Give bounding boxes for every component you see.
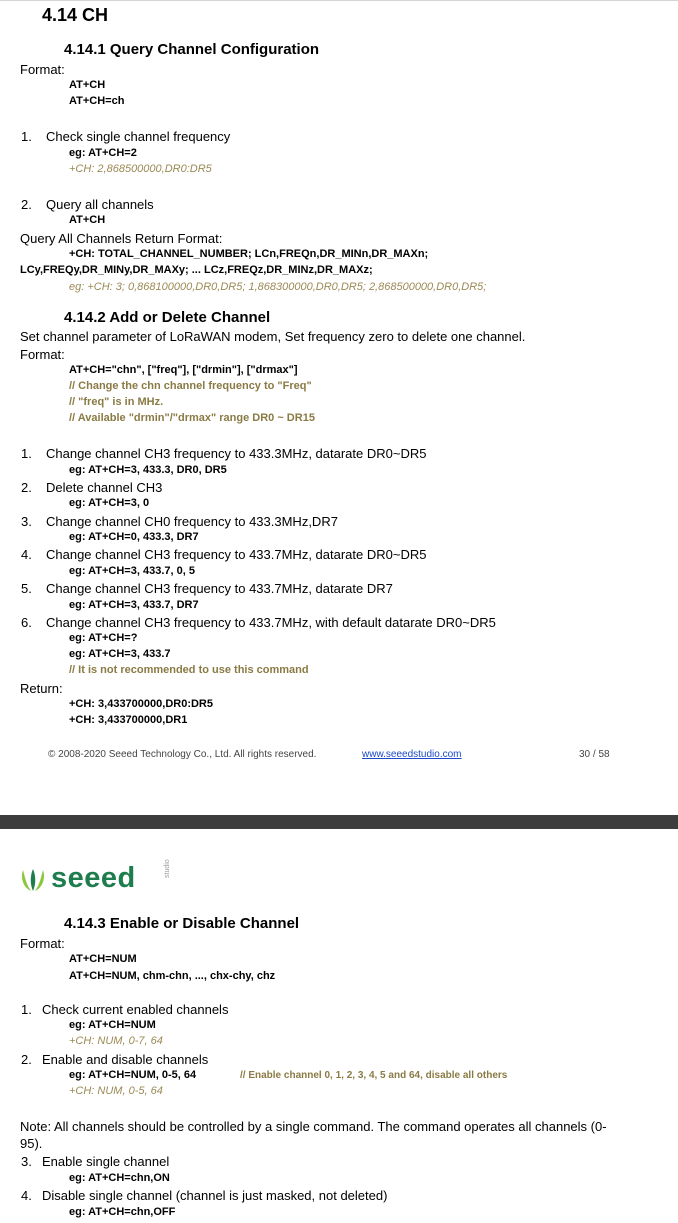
example-cmd: eg: AT+CH=NUM, 0-5, 64 [69, 1069, 197, 1081]
return-format-label: Query All Channels Return Format: [20, 231, 223, 246]
subsection-title-add-delete: 4.14.2 Add or Delete Channel [64, 309, 271, 326]
seeed-leaf-icon [18, 865, 48, 895]
list-number: 4. [21, 1188, 32, 1203]
list-number: 2. [21, 197, 32, 212]
example-response: +CH: NUM, 0-7, 64 [69, 1035, 163, 1047]
list-number: 1. [21, 1002, 32, 1017]
list-item-text: Change channel CH3 frequency to 433.3MHz, datarate DR0~DR5 [46, 446, 427, 461]
list-item-text: Change channel CH3 frequency to 433.7MHz, datarate DR7 [46, 581, 393, 596]
logo-small-text: studio [164, 859, 171, 878]
list-number: 2. [21, 480, 32, 495]
code-comment: // Change the chn channel frequency to "Freq" [69, 380, 312, 392]
example-response: +CH: NUM, 0-5, 64 [69, 1085, 163, 1097]
format-cmd: AT+CH=NUM, chm-chn, ..., chx-chy, chz [69, 970, 276, 982]
example-response: +CH: 2,868500000,DR0:DR5 [69, 163, 212, 175]
list-item-text: Enable single channel [42, 1154, 170, 1169]
footer-link[interactable]: www.seeedstudio.com [362, 749, 462, 760]
section-title: 4.14 CH [42, 5, 109, 25]
list-number: 1. [21, 129, 32, 144]
list-number: 1. [21, 446, 32, 461]
example-cmd: AT+CH [69, 214, 106, 226]
list-item-text: Change channel CH0 frequency to 433.3MHz,DR7 [46, 514, 338, 529]
list-number: 4. [21, 547, 32, 562]
example-cmd: eg: AT+CH=3, 433.7, DR7 [69, 599, 199, 611]
example-cmd: eg: AT+CH=NUM [69, 1019, 156, 1031]
code-comment: // Available "drmin"/"drmax" range DR0 ~ DR15 [69, 412, 315, 424]
list-item-text: Disable single channel (channel is just masked, not deleted) [42, 1188, 388, 1203]
example-cmd: eg: AT+CH=chn,OFF [69, 1206, 176, 1218]
code-comment: // It is not recommended to use this command [69, 664, 309, 676]
list-item-text: Check single channel frequency [46, 129, 231, 144]
list-number: 6. [21, 615, 32, 630]
code-comment: // Enable channel 0, 1, 2, 3, 4, 5 and 64, disable all others [240, 1070, 508, 1081]
format-label: Format: [20, 936, 65, 951]
format-cmd: AT+CH="chn", ["freq"], ["drmin"], ["drmax"] [69, 364, 298, 376]
return-example: eg: +CH: 3; 0,868100000,DR0,DR5; 1,868300000,DR0,DR5; 2,868500000,DR0,DR5; [69, 281, 487, 293]
example-cmd: eg: AT+CH=2 [69, 147, 137, 159]
list-item-text: Query all channels [46, 197, 154, 212]
list-item-text: Delete channel CH3 [46, 480, 163, 495]
subsection-title-query: 4.14.1 Query Channel Configuration [64, 41, 320, 58]
footer-page-number: 30 / 58 [579, 749, 610, 760]
list-item-text: Enable and disable channels [42, 1052, 209, 1067]
example-cmd: eg: AT+CH=3, 433.3, DR0, DR5 [69, 464, 227, 476]
return-format-line: LCy,FREQy,DR_MINy,DR_MAXy; ... LCz,FREQz,DR_MINz,DR_MAXz; [20, 264, 373, 276]
list-item-text: Change channel CH3 frequency to 433.7MHz, datarate DR0~DR5 [46, 547, 427, 562]
example-cmd: eg: AT+CH=chn,ON [69, 1172, 170, 1184]
format-label: Format: [20, 347, 65, 362]
format-cmd: AT+CH=NUM [69, 953, 137, 965]
note-text: Note: All channels should be controlled by a single command. The command operates all channels (0- [20, 1119, 607, 1134]
format-label: Format: [20, 62, 65, 77]
footer-copyright: © 2008-2020 Seeed Technology Co., Ltd. All rights reserved. [48, 749, 317, 760]
list-number: 2. [21, 1052, 32, 1067]
example-cmd: eg: AT+CH=3, 0 [69, 497, 150, 509]
code-comment: // "freq" is in MHz. [69, 396, 164, 408]
return-label: Return: [20, 681, 63, 696]
list-number: 3. [21, 514, 32, 529]
example-cmd: eg: AT+CH=? [69, 632, 138, 644]
return-line: +CH: 3,433700000,DR0:DR5 [69, 698, 213, 710]
example-cmd: eg: AT+CH=3, 433.7, 0, 5 [69, 565, 195, 577]
example-cmd: eg: AT+CH=3, 433.7 [69, 648, 171, 660]
list-number: 3. [21, 1154, 32, 1169]
logo-text: seeed [51, 862, 136, 894]
return-line: +CH: 3,433700000,DR1 [69, 714, 188, 726]
example-cmd: eg: AT+CH=0, 433.3, DR7 [69, 531, 199, 543]
format-cmd: AT+CH [69, 79, 106, 91]
list-item-text: Check current enabled channels [42, 1002, 229, 1017]
note-text: 95). [20, 1136, 43, 1151]
return-format-line: +CH: TOTAL_CHANNEL_NUMBER; LCn,FREQn,DR_MINn,DR_MAXn; [69, 248, 429, 260]
page-separator [0, 815, 678, 829]
list-item-text: Change channel CH3 frequency to 433.7MHz, with default datarate DR0~DR5 [46, 615, 496, 630]
subsection-title-enable-disable: 4.14.3 Enable or Disable Channel [64, 915, 300, 932]
format-cmd: AT+CH=ch [69, 95, 125, 107]
list-number: 5. [21, 581, 32, 596]
description: Set channel parameter of LoRaWAN modem, Set frequency zero to delete one channel. [20, 329, 526, 344]
page-top-border [0, 0, 678, 1]
